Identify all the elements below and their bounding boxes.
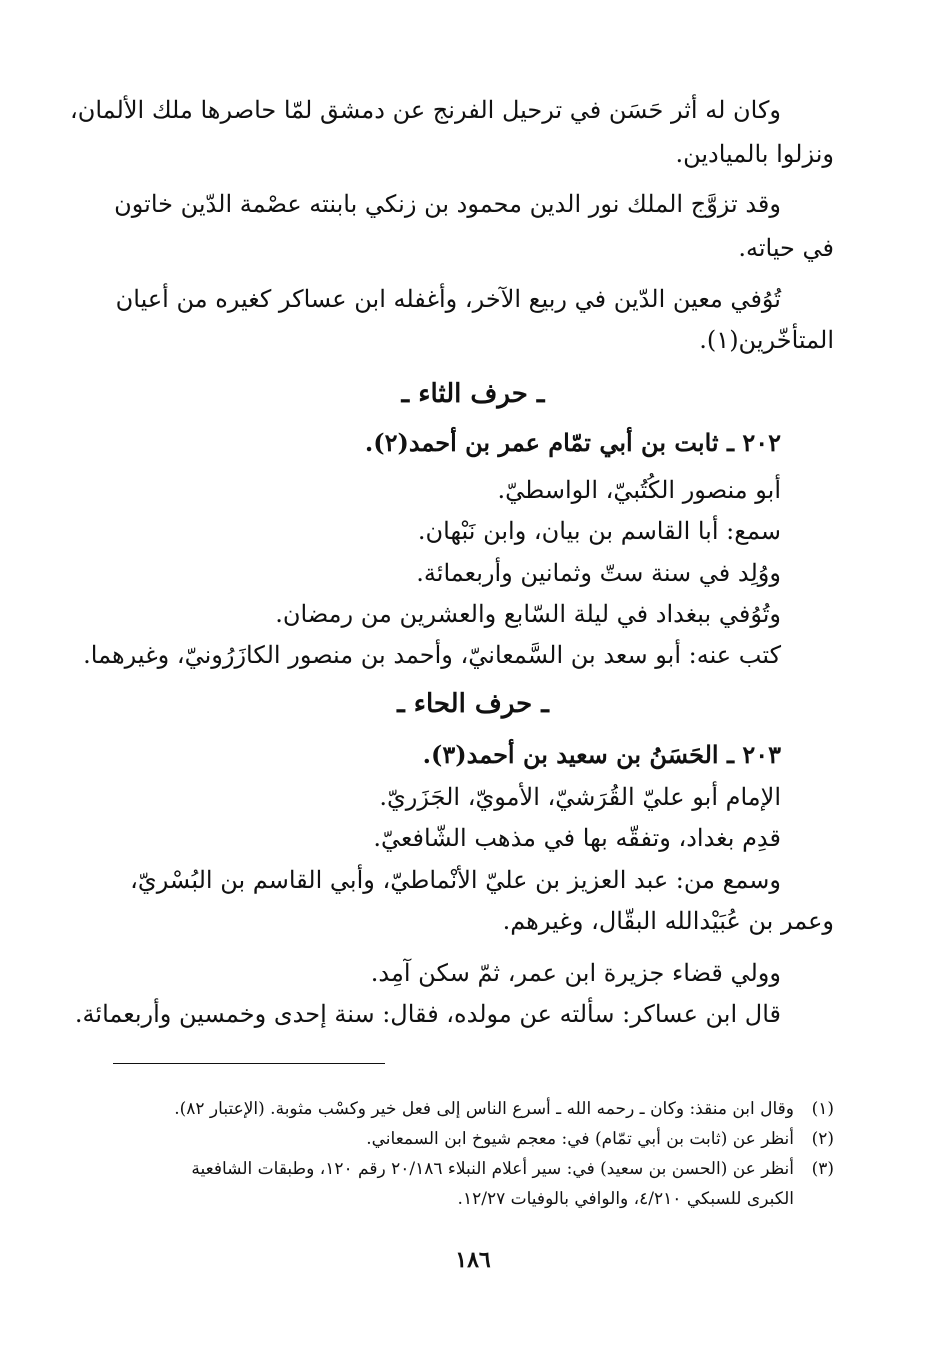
entry-202-line-4: وتُوُفي ببغداد في ليلة السّابع والعشرين من رمضان. <box>275 600 781 628</box>
footnote-2-number: (٢) <box>811 1129 834 1149</box>
paragraph-3-line-1: تُوُفي معين الدّين في ربيع الآخر، وأغفله ابن عساكر كغيره من أعيان <box>115 285 781 313</box>
footnote-2 <box>110 1124 834 1154</box>
footnote-2-text: أنظر عن (ثابت بن أبي تمّام) في: معجم شيوخ ابن السمعاني. <box>366 1129 794 1149</box>
entry-203-title: ٢٠٣ ـ الحَسَنُ بن سعيد بن أحمد(٣). <box>422 740 781 769</box>
section-heading-tha: ـ حرف الثاء ـ <box>401 379 545 409</box>
footnote-3-text: أنظر عن (الحسن بن سعيد) في: سير أعلام النبلاء ٢٠/١٨٦ رقم ١٢٠، وطبقات الشافعية <box>191 1159 794 1179</box>
footnote-1 <box>110 1094 834 1124</box>
footnote-1-number: (١) <box>811 1099 834 1119</box>
paragraph-2-line-1: وقد تزوَّج الملك نور الدين محمود بن زنكي بابنته عصْمة الدّين خاتون <box>114 190 781 218</box>
footnote-3-continued <box>110 1184 834 1214</box>
entry-203-line-3: وسمع من: عبد العزيز بن عليّ الأنْماطيّ، وأبي القاسم بن البُسْريّ، <box>130 866 781 894</box>
entry-202-line-1: أبو منصور الكُتُبيّ، الواسطيّ. <box>497 476 781 504</box>
footnote-3 <box>110 1154 834 1184</box>
entry-203-line-2: قدِم بغداد، وتفقّه بها في مذهب الشّافعيّ. <box>373 824 781 852</box>
entry-202-line-3: ووُلِد في سنة ستّ وثمانين وأربعمائة. <box>416 559 781 587</box>
paragraph-3-line-2: المتأخّرين(١). <box>699 326 834 354</box>
entry-202-line-5: كتب عنه: أبو سعد بن السَّمعانيّ، وأحمد بن منصور الكازَرُونيّ، وغيرهما. <box>83 641 781 669</box>
footnote-1-text: وقال ابن منقذ: وكان ـ رحمه الله ـ أسرع الناس إلى فعل خير وكسْب مثوبة. (الإعتبار ٨٢). <box>174 1099 794 1119</box>
footnote-3-number: (٣) <box>811 1159 834 1179</box>
footnote-separator <box>113 1063 385 1064</box>
section-heading-ha: ـ حرف الحاء ـ <box>397 689 549 719</box>
entry-203-line-4: وعمر بن عُبَيْدالله البقّال، وغيرهم. <box>502 907 834 935</box>
entry-203-line-6: قال ابن عساكر: سألته عن مولده، فقال: سنة إحدى وخمسين وأربعمائة. <box>74 1000 781 1028</box>
paragraph-2-line-2: في حياته. <box>738 234 834 262</box>
entry-202-line-2: سمع: أبا القاسم بن بيان، وابن نَبْهان. <box>417 517 781 545</box>
paragraph-1-line-1: وكان له أثر حَسَن في ترحيل الفرنج عن دمشق لمّا حاصرها ملك الألمان، <box>69 96 781 124</box>
entry-202-title: ٢٠٢ ـ ثابت بن أبي تمّام عمر بن أحمد(٢). <box>364 428 781 457</box>
page-number: ١٨٦ <box>455 1247 491 1273</box>
paragraph-1-line-2: ونزلوا بالميادين. <box>675 140 834 168</box>
entry-203-line-5: وولي قضاء جزيرة ابن عمر، ثمّ سكن آمِد. <box>370 959 781 987</box>
footnote-3-text-continued: الكبرى للسبكي ٤/٢١٠، والوافي بالوفيات ١٢/٢٧. <box>457 1189 794 1209</box>
entry-203-line-1: الإمام أبو عليّ القُرَشيّ، الأمويّ، الجَزَريّ. <box>379 783 781 811</box>
